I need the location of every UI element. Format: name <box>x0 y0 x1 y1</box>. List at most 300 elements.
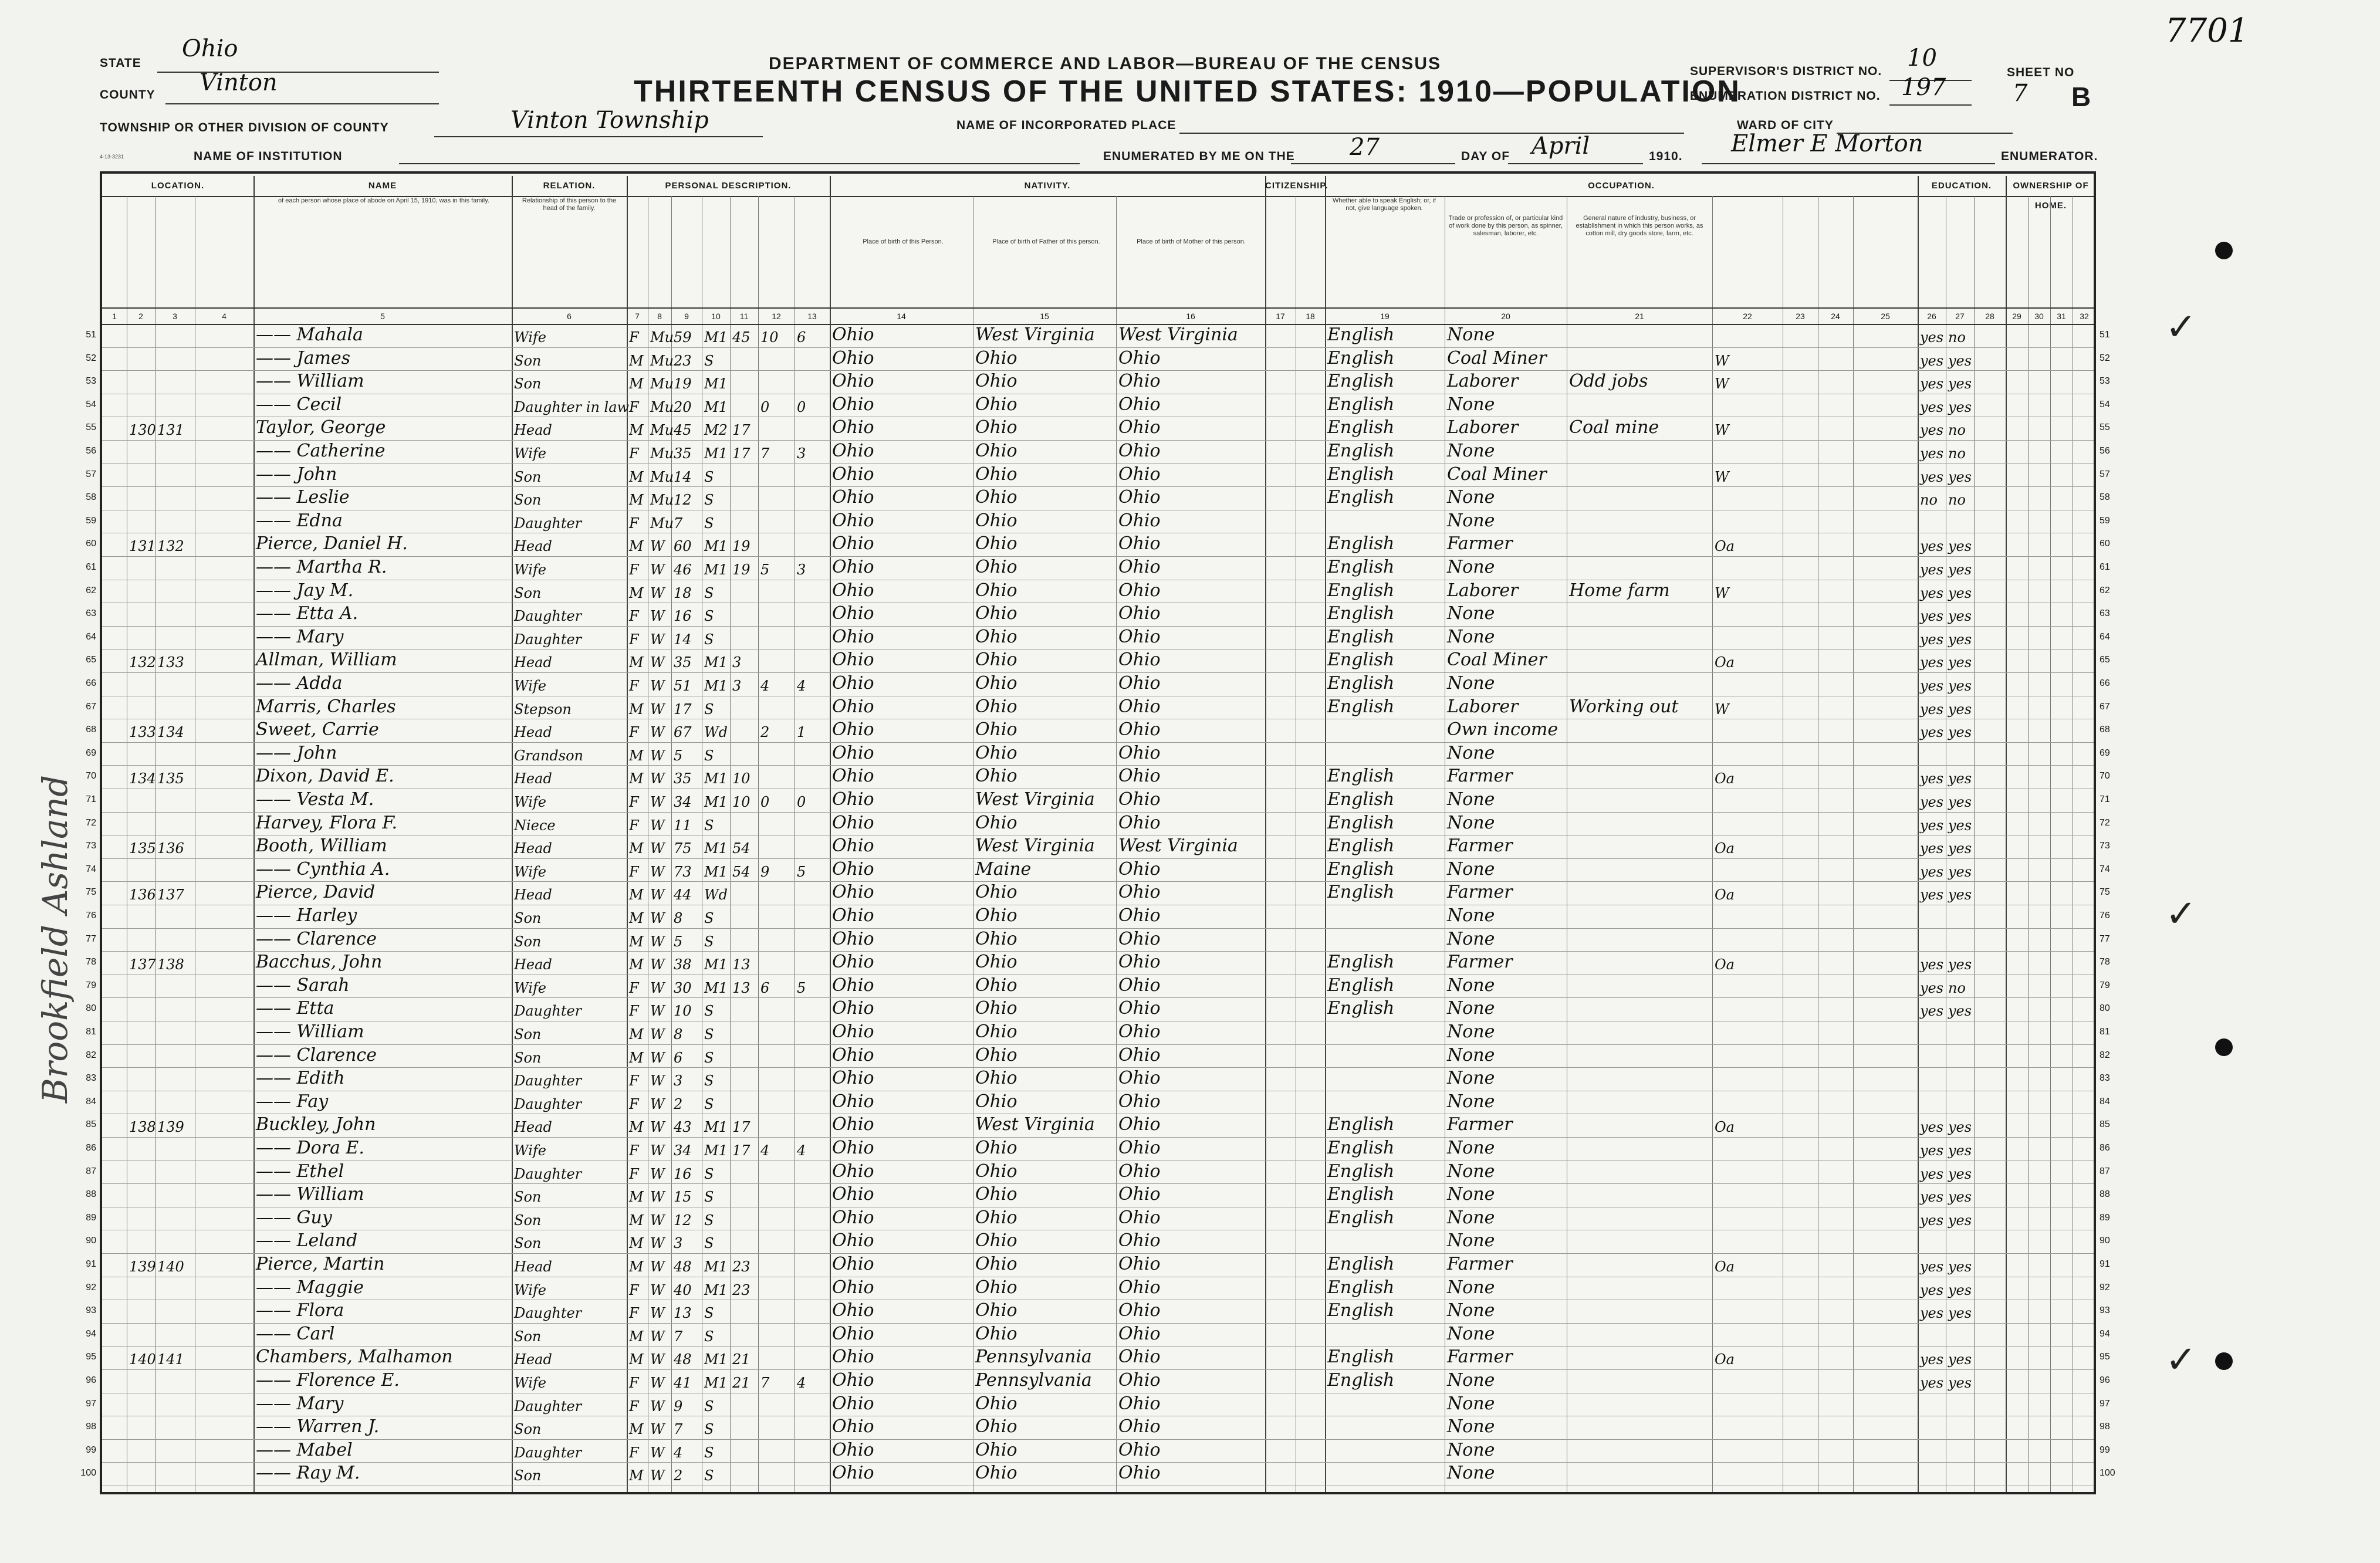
column-number: 2 <box>138 312 143 321</box>
cell-mother: Ohio <box>1118 1184 1161 1205</box>
cell-birth: Ohio <box>832 487 874 508</box>
cell-write: yes <box>1948 1258 1972 1275</box>
cell-marital: S <box>704 631 714 648</box>
cell-age: 9 <box>674 1398 683 1415</box>
sheet-side: B <box>2071 82 2091 112</box>
cell-trade: None <box>1447 928 1495 949</box>
cell-mother: Ohio <box>1118 812 1161 833</box>
line-number-right: 58 <box>2100 492 2110 503</box>
line-number-right: 65 <box>2100 655 2110 665</box>
cell-marital: S <box>704 817 714 834</box>
incorporated-label: NAME OF INCORPORATED PLACE <box>956 119 1177 132</box>
cell-marital: S <box>704 933 714 950</box>
cell-father: Ohio <box>975 1044 1017 1065</box>
column-number: 25 <box>1881 312 1890 321</box>
cell-name: —— Edna <box>256 510 343 531</box>
cell-living: 5 <box>797 863 806 880</box>
cell-write: yes <box>1948 817 1972 834</box>
cell-age: 45 <box>674 422 692 439</box>
table-row <box>86 928 2110 952</box>
cell-children: 2 <box>760 724 770 741</box>
cell-mother: Ohio <box>1118 696 1161 717</box>
cell-living: 5 <box>797 979 806 996</box>
cell-race: W <box>650 1328 665 1345</box>
cell-sex: F <box>629 561 639 578</box>
cell-language: English <box>1327 1254 1395 1274</box>
cell-sex: F <box>629 515 639 532</box>
cell-sex: F <box>629 979 639 996</box>
cell-age: 67 <box>674 724 692 741</box>
cell-mother: Ohio <box>1118 1254 1161 1274</box>
cell-marital: S <box>704 1467 714 1484</box>
line-number-right: 67 <box>2100 701 2110 712</box>
cell-father: Ohio <box>975 649 1017 671</box>
cell-age: 30 <box>674 979 692 996</box>
cell-father: Ohio <box>975 742 1017 763</box>
enumeration-label: ENUMERATION DISTRICT NO. <box>1690 89 1881 103</box>
cell-relation: Son <box>514 1049 542 1066</box>
cell-emp: Oa <box>1715 770 1735 787</box>
column-number: 16 <box>1186 312 1195 321</box>
table-row <box>86 370 2110 394</box>
cell-birth: Ohio <box>832 1044 874 1065</box>
cell-birth: Ohio <box>832 1393 874 1414</box>
cell-sex: M <box>629 956 644 973</box>
cell-father: Ohio <box>975 998 1017 1019</box>
cell-birth: Ohio <box>832 626 874 647</box>
cell-read: yes <box>1920 1119 1944 1136</box>
cell-mother: Ohio <box>1118 1439 1161 1460</box>
cell-relation: Head <box>514 1119 552 1136</box>
cell-birth: Ohio <box>832 417 874 438</box>
cell-living: 1 <box>797 724 806 741</box>
cell-name: Chambers, Malhamon <box>256 1347 453 1368</box>
line-number: 99 <box>86 1444 96 1455</box>
cell-marital: M1 <box>704 1142 728 1159</box>
cell-marital: M1 <box>704 1258 728 1275</box>
cell-trade: None <box>1447 487 1495 508</box>
cell-name: —— William <box>256 371 364 392</box>
cell-name: —— Florence E. <box>256 1370 400 1391</box>
cell-trade: Laborer <box>1447 696 1519 717</box>
cell-birth: Ohio <box>832 719 874 740</box>
cell-race: Mu <box>650 515 674 532</box>
line-number: 78 <box>86 957 96 967</box>
cell-write: yes <box>1948 840 1972 857</box>
table-row <box>86 1346 2110 1370</box>
cell-years: 17 <box>732 1142 750 1159</box>
cell-mother: Ohio <box>1118 557 1161 577</box>
cell-birth: Ohio <box>832 324 874 345</box>
cell-sex: F <box>629 445 639 462</box>
cell-marital: M1 <box>704 398 728 415</box>
cell-mother: Ohio <box>1118 1347 1161 1368</box>
cell-race: W <box>650 631 665 648</box>
census-sheet <box>80 171 2115 1494</box>
cell-father: Ohio <box>975 417 1017 438</box>
line-number: 98 <box>86 1422 96 1432</box>
name-description: of each person whose place of abode on April 15, 1910, was in this family. <box>278 197 489 204</box>
cell-race: Mu <box>650 492 674 509</box>
group-ownership: OWNERSHIP OF HOME. <box>2013 181 2089 211</box>
cell-language: English <box>1327 1207 1395 1228</box>
cell-age: 5 <box>674 747 683 764</box>
cell-trade: None <box>1447 1138 1495 1158</box>
column-number: 17 <box>1276 312 1285 321</box>
cell-read: yes <box>1920 608 1944 625</box>
cell-sex: F <box>629 794 639 810</box>
cell-race: W <box>650 979 665 996</box>
column-number: 11 <box>739 312 749 321</box>
punch-hole <box>2215 1352 2233 1370</box>
cell-age: 34 <box>674 1142 692 1159</box>
cell-race: W <box>650 608 665 625</box>
line-number: 95 <box>86 1352 96 1362</box>
table-row <box>86 626 2110 650</box>
cell-race: W <box>650 1258 665 1275</box>
cell-mother: Ohio <box>1118 858 1161 879</box>
cell-sex: M <box>629 538 644 555</box>
cell-birth: Ohio <box>832 1323 874 1344</box>
cell-trade: None <box>1447 603 1495 624</box>
cell-birth: Ohio <box>832 580 874 601</box>
line-number-right: 98 <box>2100 1422 2110 1432</box>
line-number-right: 77 <box>2100 933 2110 944</box>
cell-father: Ohio <box>975 580 1017 601</box>
month-underline <box>1508 163 1643 164</box>
cell-relation: Wife <box>514 1375 547 1391</box>
cell-industry: Working out <box>1569 696 1679 717</box>
cell-sex: M <box>629 1049 644 1066</box>
cell-living: 0 <box>797 398 806 415</box>
group-education: EDUCATION. <box>1918 176 2007 196</box>
cell-marital: M1 <box>704 1375 728 1391</box>
table-row <box>86 394 2110 418</box>
line-number: 62 <box>86 585 96 596</box>
line-number: 68 <box>86 725 96 735</box>
cell-name: —— Edith <box>256 1068 345 1089</box>
cell-father: Ohio <box>975 1254 1017 1274</box>
cell-living: 6 <box>797 329 806 346</box>
table-row <box>86 1253 2110 1277</box>
cell-relation: Daughter <box>514 515 582 532</box>
cell-father: Ohio <box>975 673 1017 693</box>
line-number-right: 68 <box>2100 725 2110 735</box>
cell-mother: Ohio <box>1118 1393 1161 1414</box>
cell-write: yes <box>1948 1351 1972 1368</box>
state-label: STATE <box>100 56 141 70</box>
line-number: 53 <box>86 376 96 387</box>
cell-marital: M1 <box>704 561 728 578</box>
line-number-right: 90 <box>2100 1236 2110 1246</box>
line-number: 96 <box>86 1375 96 1385</box>
cell-birth: Ohio <box>832 441 874 461</box>
cell-trade: Coal Miner <box>1447 649 1547 671</box>
line-number: 56 <box>86 446 96 456</box>
cell-birth: Ohio <box>832 696 874 717</box>
cell-write: yes <box>1948 1119 1972 1136</box>
cell-name: —— James <box>256 347 351 368</box>
table-row <box>86 742 2110 766</box>
column-number: 1 <box>112 312 117 321</box>
cell-race: W <box>650 1026 665 1043</box>
line-number: 94 <box>86 1328 96 1339</box>
cell-family: 136 <box>157 840 184 857</box>
cell-write: yes <box>1948 794 1972 810</box>
cell-father: Ohio <box>975 1138 1017 1158</box>
column-number-row <box>102 307 2094 325</box>
cell-marital: S <box>704 1003 714 1020</box>
cell-father: West Virginia <box>975 835 1095 857</box>
cell-emp: W <box>1715 352 1729 369</box>
table-row <box>86 1439 2110 1463</box>
cell-relation: Daughter <box>514 1305 582 1322</box>
line-number: 74 <box>86 864 96 874</box>
cell-sex: F <box>629 398 639 415</box>
cell-trade: Farmer <box>1447 1254 1513 1274</box>
cell-read: yes <box>1920 1375 1944 1391</box>
institution-label: NAME OF INSTITUTION <box>194 150 343 163</box>
cell-name: —— Ray M. <box>256 1463 360 1484</box>
cell-language: English <box>1327 394 1395 415</box>
cell-age: 48 <box>674 1351 692 1368</box>
cell-language: English <box>1327 1277 1395 1298</box>
cell-emp: Oa <box>1715 538 1735 555</box>
cell-write: yes <box>1948 608 1972 625</box>
table-row <box>86 975 2110 999</box>
cell-father: Ohio <box>975 905 1017 926</box>
cell-mother: Ohio <box>1118 510 1161 531</box>
cell-language: English <box>1327 812 1395 833</box>
cell-house: 130 <box>129 422 156 439</box>
cell-write: no <box>1948 979 1966 996</box>
cell-marital: Wd <box>704 887 728 904</box>
cell-relation: Daughter <box>514 1095 582 1112</box>
cell-read: yes <box>1920 445 1944 462</box>
cell-name: —— Leland <box>256 1230 358 1251</box>
cell-father: Ohio <box>975 1463 1017 1484</box>
cell-mother: Ohio <box>1118 1207 1161 1228</box>
cell-age: 34 <box>674 794 692 810</box>
line-number-right: 62 <box>2100 585 2110 596</box>
cell-sex: M <box>629 492 644 509</box>
cell-name: Marris, Charles <box>256 696 396 717</box>
line-number-right: 56 <box>2100 446 2110 456</box>
township-label: TOWNSHIP OR OTHER DIVISION OF COUNTY <box>100 121 389 134</box>
table-row <box>86 1044 2110 1068</box>
cell-industry: Odd jobs <box>1569 371 1648 392</box>
cell-write: yes <box>1948 561 1972 578</box>
cell-read: yes <box>1920 1189 1944 1206</box>
industry-head: General nature of industry, business, or establishment in which this person works, as cotton mill, dry goods store, farm, etc. <box>1576 215 1703 237</box>
cell-race: W <box>650 1095 665 1112</box>
cell-read: yes <box>1920 375 1944 393</box>
line-number-right: 71 <box>2100 794 2110 804</box>
cell-language: English <box>1327 1300 1395 1321</box>
cell-age: 19 <box>674 375 692 393</box>
group-occupation: OCCUPATION. <box>1325 176 1919 196</box>
cell-age: 3 <box>674 1073 683 1090</box>
cell-years: 54 <box>732 863 750 880</box>
cell-race: W <box>650 747 665 764</box>
cell-write: yes <box>1948 956 1972 973</box>
cell-marital: M1 <box>704 375 728 393</box>
cell-mother: Ohio <box>1118 952 1161 973</box>
column-number: 3 <box>173 312 177 321</box>
cell-relation: Head <box>514 840 552 857</box>
cell-write: yes <box>1948 538 1972 555</box>
cell-sex: M <box>629 1189 644 1206</box>
table-row <box>86 1207 2110 1231</box>
cell-relation: Wife <box>514 979 547 996</box>
cell-birth: Ohio <box>832 975 874 996</box>
cell-emp: W <box>1715 584 1729 601</box>
cell-trade: None <box>1447 789 1495 810</box>
line-number: 64 <box>86 631 96 642</box>
cell-birth: Ohio <box>832 1207 874 1228</box>
line-number-right: 97 <box>2100 1398 2110 1409</box>
cell-age: 16 <box>674 608 692 625</box>
table-row <box>86 835 2110 859</box>
cell-trade: None <box>1447 1021 1495 1042</box>
table-row <box>86 997 2110 1021</box>
cell-mother: Ohio <box>1118 1161 1161 1182</box>
cell-race: W <box>650 654 665 671</box>
cell-write: no <box>1948 329 1966 346</box>
line-number: 60 <box>86 539 96 549</box>
line-number: 91 <box>86 1259 96 1269</box>
cell-marital: M1 <box>704 840 728 857</box>
cell-relation: Son <box>514 1235 542 1252</box>
cell-mother: Ohio <box>1118 1277 1161 1298</box>
line-number: 72 <box>86 817 96 828</box>
cell-trade: None <box>1447 742 1495 763</box>
table-row <box>86 649 2110 673</box>
column-number: 20 <box>1501 312 1510 321</box>
cell-emp: W <box>1715 468 1729 485</box>
cell-relation: Son <box>514 1212 542 1229</box>
cell-father: Ohio <box>975 1300 1017 1321</box>
cell-marital: S <box>704 910 714 926</box>
cell-race: W <box>650 770 665 787</box>
cell-name: —— Mary <box>256 1393 344 1414</box>
cell-trade: None <box>1447 441 1495 461</box>
cell-write: no <box>1948 422 1966 439</box>
township-underline <box>434 136 763 137</box>
cell-age: 48 <box>674 1258 692 1275</box>
cell-mother: Ohio <box>1118 347 1161 368</box>
cell-write: yes <box>1948 887 1972 904</box>
cell-relation: Son <box>514 910 542 926</box>
cell-living: 3 <box>797 561 806 578</box>
cell-trade: None <box>1447 1277 1495 1298</box>
cell-sex: M <box>629 1026 644 1043</box>
cell-read: yes <box>1920 956 1944 973</box>
cell-age: 15 <box>674 1189 692 1206</box>
cell-trade: Farmer <box>1447 533 1513 554</box>
table-row <box>86 1416 2110 1440</box>
cell-birth: Ohio <box>832 835 874 857</box>
cell-sex: F <box>629 1375 639 1391</box>
cell-trade: None <box>1447 905 1495 926</box>
line-number-right: 73 <box>2100 841 2110 851</box>
line-number-right: 74 <box>2100 864 2110 874</box>
table-row <box>80 1462 2115 1486</box>
cell-relation: Head <box>514 770 552 787</box>
cell-emp: Oa <box>1715 1351 1735 1368</box>
cell-age: 16 <box>674 1165 692 1182</box>
cell-mother: Ohio <box>1118 789 1161 810</box>
cell-race: Mu <box>650 329 674 346</box>
punch-hole <box>2215 1038 2233 1056</box>
cell-sex: M <box>629 422 644 439</box>
cell-marital: M1 <box>704 329 728 346</box>
cell-house: 135 <box>129 840 156 857</box>
cell-sex: M <box>629 747 644 764</box>
cell-age: 10 <box>674 1003 692 1020</box>
table-row <box>86 1323 2110 1347</box>
check-mark: ✓ <box>2165 1338 2197 1381</box>
cell-read: yes <box>1920 770 1944 787</box>
cell-relation: Head <box>514 956 552 973</box>
cell-marital: S <box>704 1026 714 1043</box>
cell-read: yes <box>1920 1212 1944 1229</box>
cell-read: yes <box>1920 817 1944 834</box>
cell-birth: Ohio <box>832 347 874 368</box>
cell-father: Ohio <box>975 1021 1017 1042</box>
line-number: 80 <box>86 1003 96 1014</box>
cell-read: no <box>1920 492 1938 509</box>
cell-write: yes <box>1948 1003 1972 1020</box>
cell-race: W <box>650 1049 665 1066</box>
cell-children: 4 <box>760 1142 770 1159</box>
cell-years: 10 <box>732 770 750 787</box>
cell-relation: Son <box>514 352 542 369</box>
cell-relation: Daughter in law <box>514 398 630 415</box>
cell-age: 14 <box>674 631 692 648</box>
cell-write: yes <box>1948 1375 1972 1391</box>
cell-birth: Ohio <box>832 742 874 763</box>
cell-read: yes <box>1920 561 1944 578</box>
cell-marital: S <box>704 468 714 485</box>
cell-marital: S <box>704 1189 714 1206</box>
cell-children: 0 <box>760 398 770 415</box>
cell-language: English <box>1327 1138 1395 1158</box>
cell-read: yes <box>1920 1165 1944 1182</box>
cell-age: 11 <box>674 817 692 834</box>
cell-relation: Son <box>514 375 542 393</box>
cell-birth: Ohio <box>832 1230 874 1251</box>
cell-language: English <box>1327 998 1395 1019</box>
cell-mother: Ohio <box>1118 1463 1161 1484</box>
cell-mother: Ohio <box>1118 975 1161 996</box>
cell-relation: Head <box>514 538 552 555</box>
table-row <box>86 765 2110 789</box>
table-row <box>86 417 2110 441</box>
line-number: 75 <box>86 887 96 898</box>
cell-age: 35 <box>674 770 692 787</box>
cell-relation: Son <box>514 1467 542 1484</box>
cell-sex: M <box>629 1212 644 1229</box>
cell-age: 73 <box>674 863 692 880</box>
department-title: DEPARTMENT OF COMMERCE AND LABOR—BUREAU OF THE CENSUS <box>769 54 1441 73</box>
cell-name: —— Ethel <box>256 1161 344 1182</box>
cell-relation: Son <box>514 1328 542 1345</box>
cell-language: English <box>1327 324 1395 345</box>
line-number-right: 61 <box>2100 562 2110 572</box>
cell-name: —— Guy <box>256 1207 332 1228</box>
cell-relation: Wife <box>514 794 547 810</box>
